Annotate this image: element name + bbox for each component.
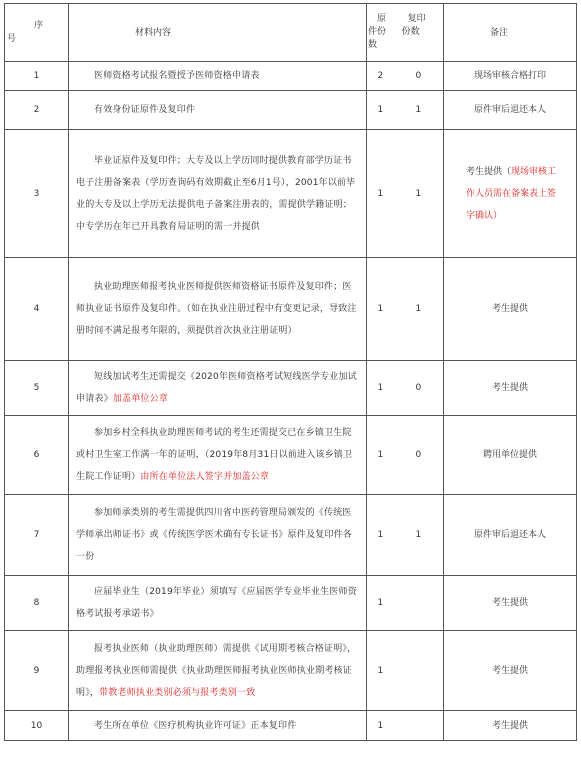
row-note: 考生提供 — [444, 361, 577, 416]
row-copy-count: 1 — [415, 530, 422, 540]
row-original-count: 1 — [377, 450, 384, 460]
table-row — [5, 711, 577, 741]
table-row — [5, 258, 577, 361]
header-note: 备注 — [444, 4, 577, 62]
row-counts — [367, 258, 444, 361]
row-content: 参加师承类别的考生需提供四川省中医药管理局颁发的《传统医学师承出师证书》或《传统医学医术确有专长证书》原件及复印件各一份 — [69, 495, 367, 576]
table-row — [5, 631, 577, 711]
row-counts — [367, 130, 444, 258]
row-counts — [367, 495, 444, 576]
row-content: 有效身份证原件及复印件 — [69, 91, 367, 130]
row-counts — [367, 576, 444, 631]
row-number: 1 — [5, 62, 69, 91]
row-number: 6 — [5, 416, 69, 495]
row-copy-count: 1 — [415, 304, 422, 314]
row-copy-count — [394, 592, 443, 614]
row-number: 7 — [5, 495, 69, 576]
row-number: 8 — [5, 576, 69, 631]
note-warning: 现场审核工作人员需在备案表上签字确认） — [466, 166, 557, 221]
row-counts — [367, 91, 444, 130]
row-copy-count — [394, 715, 443, 737]
row-copy-count: 1 — [415, 105, 422, 115]
row-content: 参加乡村全科执业助理医师考试的考生还需提交已在乡镇卫生院或村卫生室工作满一年的证明，（2019年8月31日以前进入该乡镇卫生院工作证明）由所在单位法人签字并加盖公章 — [69, 416, 367, 495]
table-row — [5, 576, 577, 631]
row-content: 短线加试考生还需提交《2020年医师资格考试短线医学专业加试申请表》加盖单位公章 — [69, 361, 367, 416]
row-original-count: 1 — [377, 304, 384, 314]
table-row — [5, 91, 577, 130]
table-row — [5, 62, 577, 91]
row-original-count: 1 — [377, 105, 384, 115]
row-copy-count — [394, 660, 443, 682]
row-content: 执业助理医师报考执业医师提供医师资格证书原件及复印件；医师执业证书原件及复印件。（如在执业注册过程中有变更记录，导致注册时间不满足报考年限的，须提供首次执业注册证明） — [69, 258, 367, 361]
header-copy-count: 复印 份数 — [401, 14, 426, 37]
row-note: 考生提供 — [444, 576, 577, 631]
row-number: 2 — [5, 91, 69, 130]
row-number: 4 — [5, 258, 69, 361]
row-note: 考生提供 — [444, 258, 577, 361]
row-content: 考生所在单位《医疗机构执业许可证》正本复印件 — [69, 711, 367, 741]
row-original-count: 1 — [377, 383, 384, 393]
row-copy-count: 0 — [415, 383, 422, 393]
row-content: 毕业证原件及复印件；大专及以上学历同时提供教育部学历证书电子注册备案表（学历查询码有效期截止至6月1号），2001年以前毕业的大专及以上学历无法提供电子备案注册表的，需提供学籍证明；中专学历在年已开具教育局证明的需一并提供 — [69, 130, 367, 258]
row-note: 聘用单位提供 — [444, 416, 577, 495]
row-counts — [367, 631, 444, 711]
row-note: 现场审核合格打印 — [444, 62, 577, 91]
row-number: 9 — [5, 631, 69, 711]
row-number: 5 — [5, 361, 69, 416]
row-original-count: 1 — [377, 720, 384, 731]
materials-table — [4, 3, 577, 741]
row-number: 10 — [5, 711, 69, 741]
row-content: 报考执业医师（执业助理医师）需提供《试用期考核合格证明》，助理报考执业医师需提供《执业助理医师报考执业医师执业期考核证明》，带教老师执业类别必须与报考类别一致 — [69, 631, 367, 711]
header-content: 材料内容 — [69, 4, 367, 62]
content-warning: 由所在单位法人签字并加盖公章 — [140, 472, 270, 482]
row-original-count: 1 — [377, 530, 384, 540]
row-content: 医师资格考试报名暨授予医师资格申请表 — [69, 62, 367, 91]
row-original-count: 1 — [377, 598, 384, 608]
row-copy-count: 0 — [415, 450, 422, 460]
row-original-count: 1 — [377, 188, 384, 199]
row-counts — [367, 416, 444, 495]
row-copy-count: 1 — [415, 188, 422, 199]
row-counts — [367, 62, 444, 91]
row-note: 原件审后退还本人 — [444, 91, 577, 130]
row-counts — [367, 711, 444, 741]
content-warning: 加盖单位公章 — [112, 394, 169, 404]
row-original-count: 1 — [377, 665, 384, 676]
row-note: 考生提供（现场审核工作人员需在备案表上签字确认） — [444, 130, 577, 258]
row-number: 3 — [5, 130, 69, 258]
row-counts — [367, 361, 444, 416]
row-note: 考生提供 — [444, 631, 577, 711]
row-content: 应届毕业生（2019年毕业）须填写《应届医学专业毕业生医师资格考试报考承诺书》 — [69, 576, 367, 631]
table-row — [5, 416, 577, 495]
row-note: 原件审后退还本人 — [444, 495, 577, 576]
row-original-count: 2 — [377, 71, 384, 81]
table-row — [5, 361, 577, 416]
content-warning: 带教老师执业类别必须与报考类别一致 — [99, 687, 256, 698]
row-copy-count: 0 — [415, 71, 422, 81]
row-note: 考生提供 — [444, 711, 577, 741]
table-header-row — [5, 4, 577, 62]
table-row — [5, 495, 577, 576]
header-no: 序 号 — [5, 4, 69, 62]
table-row — [5, 130, 577, 258]
header-original-count: 原 件份数 复印 份数 — [367, 4, 444, 62]
